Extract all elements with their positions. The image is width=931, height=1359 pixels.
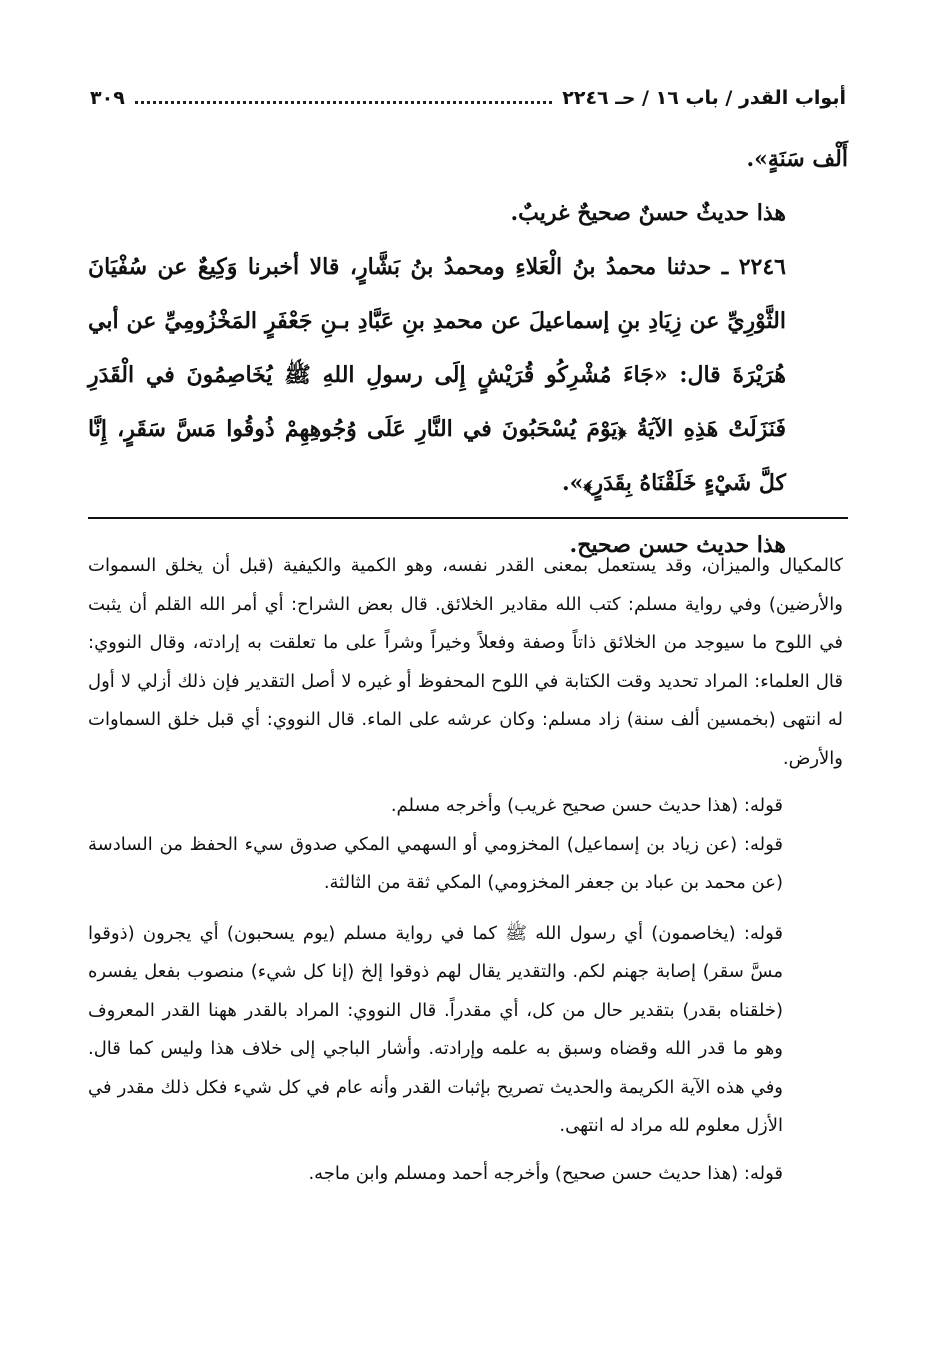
main-paragraph-4: هذا حديث حسن صحيح. bbox=[569, 532, 786, 558]
commentary-paragraph-1: كالمكيال والميزان، وقد يستعمل بمعنى القدر نفسه، وهو الكمية والكيفية (قبل أن يخلق السموات والأرضين) وفي رواية مسلم: كتب الله مقادير الخلائق. قال بعض الشراح: أي أمر الله القلم أن يثبت في اللوح ما سيوجد من الخلائق ذاتاً وصفة وفعلاً وخيراً وشراً على ما تعلقت به إرادته، وقال النووي: قال العلماء: المراد تحديد وقت الكتابة في اللوح المحفوظ أو غيره لا أصل التقدير فإن ذلك أزلي لا أول له انتهى (بخمسين ألف سنة) زاد مسلم: وكان عرشه على الماء. قال النووي: أي قبل خلق السماوات والأرض. bbox=[88, 555, 843, 769]
running-header bbox=[90, 80, 846, 116]
main-paragraph-2: هذا حديثٌ حسنٌ صحيحٌ غريبٌ. bbox=[510, 200, 786, 226]
commentary bbox=[88, 547, 843, 1193]
main-text bbox=[88, 132, 848, 572]
section-title: أبواب القدر / باب ١٦ / حـ ٢٢٤٦ bbox=[562, 87, 846, 109]
commentary-paragraph-5: قوله: (هذا حديث حسن صحيح) وأخرجه أحمد ومسلم وابن ماجه. bbox=[308, 1162, 783, 1184]
main-paragraph-1: أَلْف سَنَةٍ». bbox=[746, 146, 848, 172]
commentary-paragraph-3: قوله: (عن زياد بن إسماعيل) المخزومي أو السهمي المكي صدوق سيء الحفظ من السادسة (عن محمد بن عباد بن جعفر المخزومي) المكي ثقة من الثالثة. bbox=[88, 833, 783, 893]
commentary-paragraph-2: قوله: (هذا حديث حسن صحيح غريب) وأخرجه مسلم. bbox=[390, 795, 783, 816]
footnote-divider bbox=[88, 517, 848, 519]
page-number: ٣٠٩ bbox=[90, 87, 125, 109]
hadith-2246: ٢٢٤٦ ـ حدثنا محمدُ بنُ الْعَلاءِ ومحمدُ بنُ بَشَّارٍ، قالا أخبرنا وَكِيعٌ عن سُفْيَانَ الثَّوْرِيِّ عن زِيَادِ بنِ إسماعيلَ عن محمدِ بنِ عَبَّادِ بـنِ جَعْفَرٍ المَخْزُومِيِّ عن أبي هُرَيْرَةَ قال: «جَاءَ مُشْرِكُو قُرَيْشٍ إِلَى رسولِ اللهِ ﷺ يُخَاصِمُونَ في الْقَدَرِ فَنَزَلَتْ هَذِهِ الآيَةُ ﴿يَوْمَ يُسْحَبُونَ في النَّارِ عَلَى وُجُوهِهِمْ ذُوقُوا مَسَّ سَقَرٍ، إِنَّا كلَّ شَيْءٍ خَلَقْنَاهُ بِقَدَرٍ﴾». bbox=[88, 254, 786, 496]
commentary-paragraph-4: قوله: (يخاصمون) أي رسول الله ﷺ كما في رواية مسلم (يوم يسحبون) أي يجرون (ذوقوا مسَّ سقر) إصابة جهنم لكم. والتقدير يقال لهم ذوقوا إلخ (إنا كل شيء) منصوب بفعل يفسره (خلقناه بقدر) بتقدير حال من كل، أي مقدراً. قال النووي: المراد بالقدر ههنا القدر المعروف وهو ما قدر الله وقضاه وسبق به علمه وإرادته. وأشار الباجي إلى خلاف هذا وليس كما قال. وفي هذه الآية الكريمة والحديث تصريح بإثبات القدر وأنه عام في كل شيء فكل ذلك مقدر في الأزل معلوم لله مراد له انتهى. bbox=[88, 922, 783, 1136]
leader-dots bbox=[135, 93, 552, 104]
